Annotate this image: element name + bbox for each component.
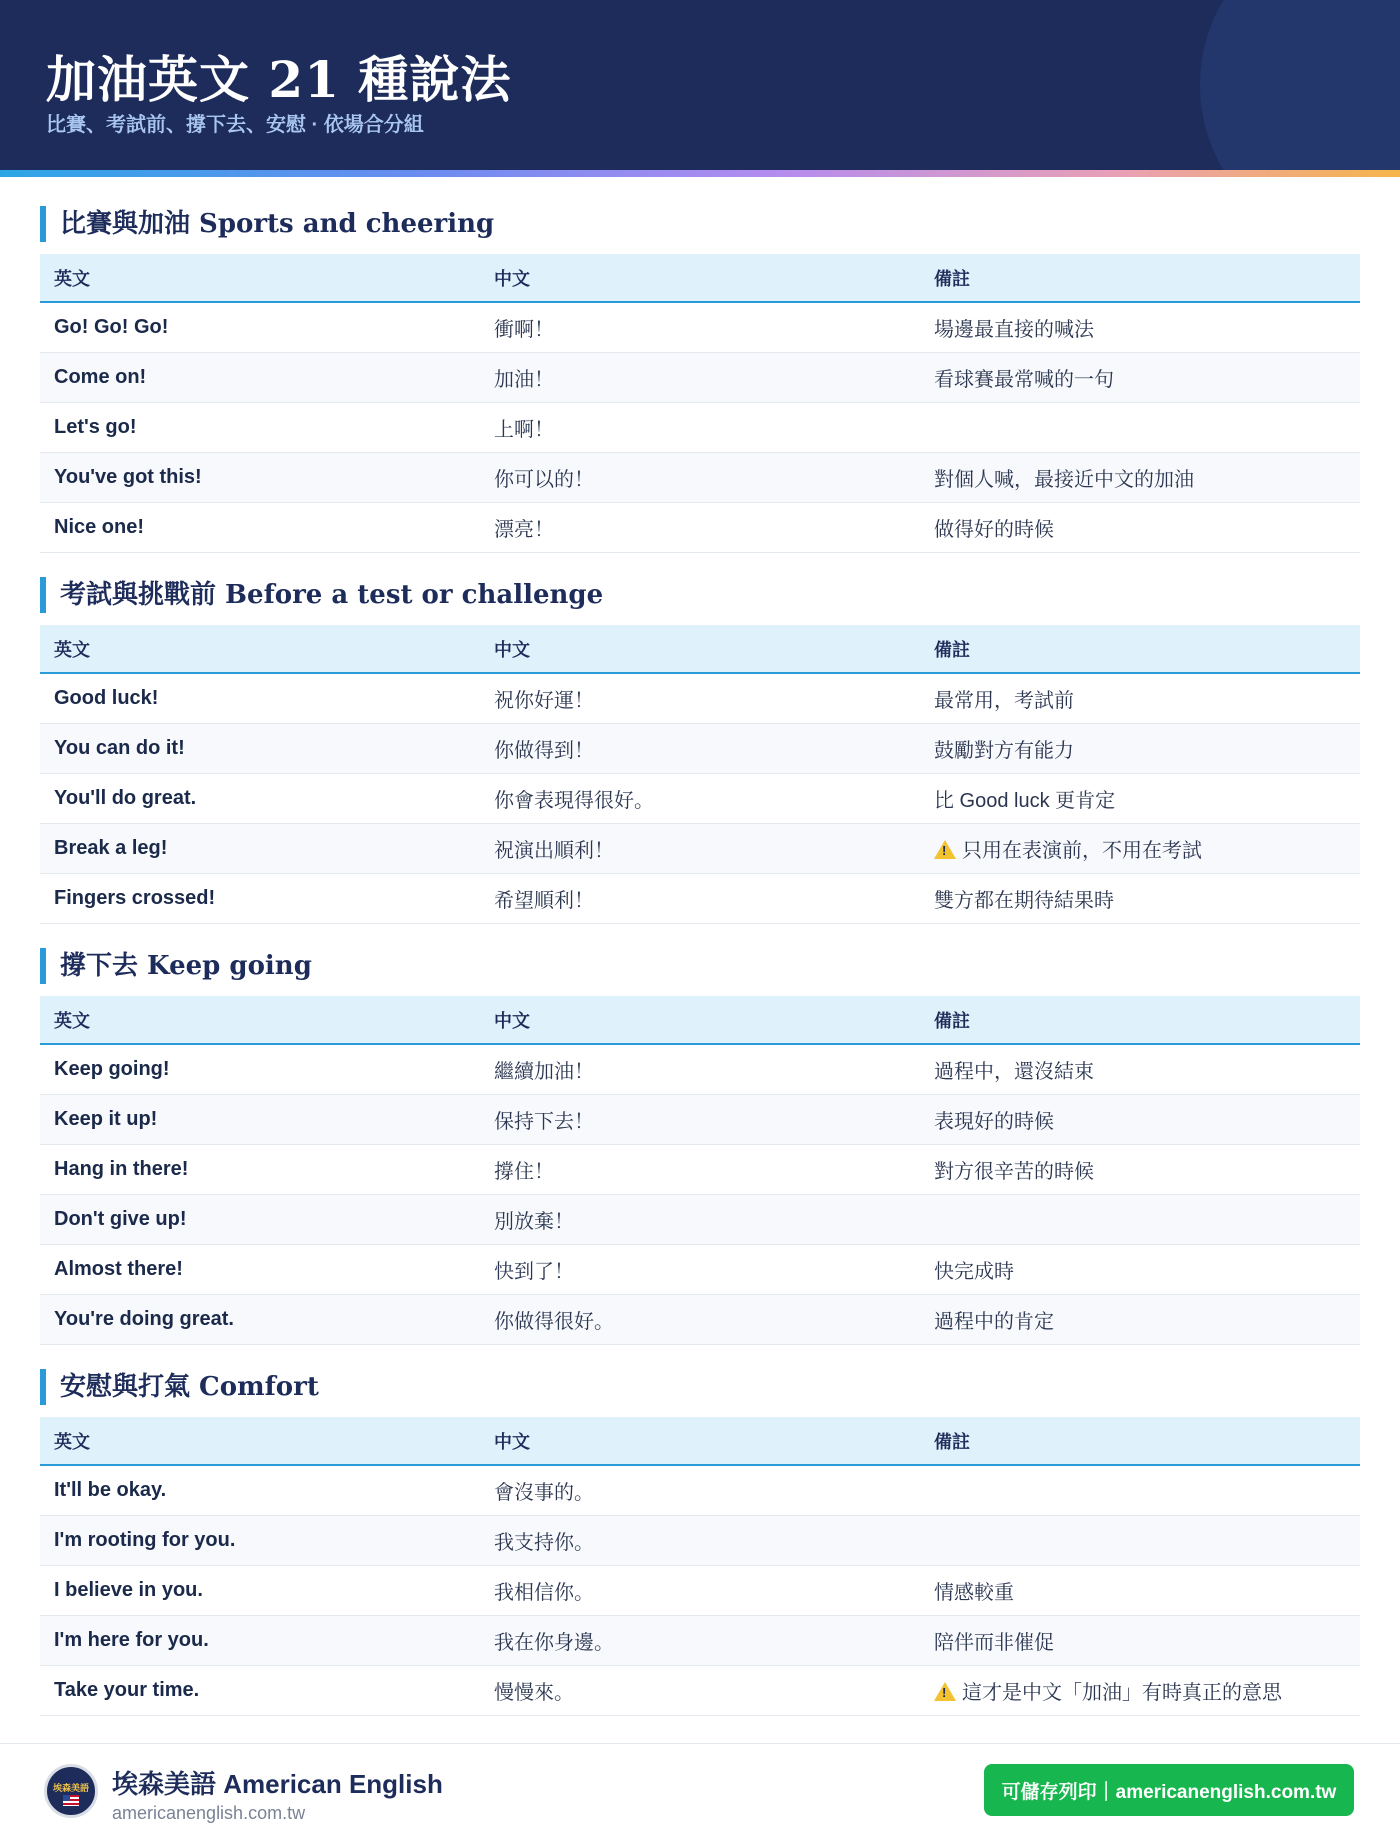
column-header-note: 備註 <box>920 996 1360 1044</box>
chinese-cell: 衝啊！ <box>480 302 920 352</box>
english-cell: Let's go! <box>40 402 480 452</box>
english-cell: Take your time. <box>40 1665 480 1715</box>
column-header-note: 備註 <box>920 625 1360 673</box>
table-row <box>40 1094 1360 1144</box>
table-row <box>40 1465 1360 1515</box>
page-subtitle: 比賽、考試前、撐下去、安慰 · 依場合分組 <box>46 114 424 136</box>
chinese-cell: 快到了！ <box>480 1244 920 1294</box>
save-print-button[interactable]: 可儲存列印｜americanenglish.com.tw <box>984 1764 1354 1816</box>
chinese-cell: 你做得到！ <box>480 723 920 773</box>
section-comfort <box>40 1369 1360 1716</box>
table-row <box>40 1515 1360 1565</box>
column-header-chinese: 中文 <box>480 996 920 1044</box>
chinese-cell: 慢慢來。 <box>480 1665 920 1715</box>
note-cell: 做得好的時候 <box>920 502 1360 552</box>
page-title: 加油英文 21 種說法 <box>46 50 512 109</box>
chinese-cell: 別放棄！ <box>480 1194 920 1244</box>
table-row <box>40 673 1360 723</box>
table-row <box>40 1244 1360 1294</box>
column-header-english: 英文 <box>40 625 480 673</box>
table-row <box>40 352 1360 402</box>
table-row <box>40 873 1360 923</box>
brand-logo <box>44 1764 98 1818</box>
note-cell <box>920 1665 1360 1715</box>
note-cell: 對方很辛苦的時候 <box>920 1144 1360 1194</box>
note-cell <box>920 1515 1360 1565</box>
chinese-cell: 我支持你。 <box>480 1515 920 1565</box>
column-header-note: 備註 <box>920 1417 1360 1465</box>
table-row <box>40 823 1360 873</box>
table-header-row <box>40 1417 1360 1465</box>
warning-icon <box>934 1682 956 1701</box>
table-row <box>40 302 1360 352</box>
logo-text: 埃森美語 <box>52 1783 89 1793</box>
section-title: 比賽與加油 Sports and cheering <box>40 206 1360 242</box>
table-row <box>40 1194 1360 1244</box>
table-row <box>40 1144 1360 1194</box>
column-header-english: 英文 <box>40 996 480 1044</box>
table-row <box>40 773 1360 823</box>
english-cell: You've got this! <box>40 452 480 502</box>
note-cell: 最常用，考試前 <box>920 673 1360 723</box>
section-title: 考試與挑戰前 Before a test or challenge <box>40 577 1360 613</box>
column-header-chinese: 中文 <box>480 254 920 302</box>
column-header-english: 英文 <box>40 1417 480 1465</box>
note-cell: 情感較重 <box>920 1565 1360 1615</box>
note-cell <box>920 1194 1360 1244</box>
note-cell: 雙方都在期待結果時 <box>920 873 1360 923</box>
table-row <box>40 723 1360 773</box>
note-cell: 過程中的肯定 <box>920 1294 1360 1344</box>
chinese-cell: 我在你身邊。 <box>480 1615 920 1665</box>
table-row <box>40 1294 1360 1344</box>
chinese-cell: 希望順利！ <box>480 873 920 923</box>
english-cell: Good luck! <box>40 673 480 723</box>
note-cell: 對個人喊，最接近中文的加油 <box>920 452 1360 502</box>
table-header-row <box>40 254 1360 302</box>
section-sports <box>40 206 1360 553</box>
english-cell: Don't give up! <box>40 1194 480 1244</box>
warning-icon <box>934 840 956 859</box>
english-cell: Break a leg! <box>40 823 480 873</box>
english-cell: I'm here for you. <box>40 1615 480 1665</box>
english-cell: You're doing great. <box>40 1294 480 1344</box>
table-header-row <box>40 996 1360 1044</box>
column-header-english: 英文 <box>40 254 480 302</box>
column-header-note: 備註 <box>920 254 1360 302</box>
note-cell: 快完成時 <box>920 1244 1360 1294</box>
phrase-table <box>40 1417 1360 1716</box>
note-cell: 比 Good luck 更肯定 <box>920 773 1360 823</box>
english-cell: Keep it up! <box>40 1094 480 1144</box>
chinese-cell: 漂亮！ <box>480 502 920 552</box>
note-cell: 過程中，還沒結束 <box>920 1044 1360 1094</box>
header-decoration-circle <box>1200 0 1400 170</box>
chinese-cell: 我相信你。 <box>480 1565 920 1615</box>
note-text: 只用在表演前，不用在考試 <box>962 839 1202 862</box>
site-url[interactable]: americanenglish.com.tw <box>112 1803 306 1823</box>
note-cell <box>920 1465 1360 1515</box>
chinese-cell: 祝演出順利！ <box>480 823 920 873</box>
english-cell: Come on! <box>40 352 480 402</box>
chinese-cell: 加油！ <box>480 352 920 402</box>
column-header-chinese: 中文 <box>480 625 920 673</box>
table-row <box>40 1565 1360 1615</box>
english-cell: I'm rooting for you. <box>40 1515 480 1565</box>
table-row <box>40 452 1360 502</box>
chinese-cell: 你可以的！ <box>480 452 920 502</box>
english-cell: Keep going! <box>40 1044 480 1094</box>
english-cell: Nice one! <box>40 502 480 552</box>
table-row <box>40 1615 1360 1665</box>
section-title: 安慰與打氣 Comfort <box>40 1369 1360 1405</box>
phrase-table <box>40 625 1360 924</box>
note-cell: 陪伴而非催促 <box>920 1615 1360 1665</box>
note-text: 這才是中文「加油」有時真正的意思 <box>962 1681 1282 1704</box>
english-cell: You'll do great. <box>40 773 480 823</box>
chinese-cell: 祝你好運！ <box>480 673 920 723</box>
section-title: 撐下去 Keep going <box>40 948 1360 984</box>
note-cell: 鼓勵對方有能力 <box>920 723 1360 773</box>
phrase-table <box>40 254 1360 553</box>
chinese-cell: 你會表現得很好。 <box>480 773 920 823</box>
page-footer <box>0 1743 1400 1841</box>
brand-name: 埃森美語 American English <box>112 1769 443 1799</box>
section-keep-going <box>40 948 1360 1345</box>
chinese-cell: 你做得很好。 <box>480 1294 920 1344</box>
note-cell <box>920 823 1360 873</box>
english-cell: Almost there! <box>40 1244 480 1294</box>
page-header <box>0 0 1400 170</box>
english-cell: Fingers crossed! <box>40 873 480 923</box>
header-gradient-bar <box>0 170 1400 177</box>
phrase-table <box>40 996 1360 1345</box>
note-cell: 看球賽最常喊的一句 <box>920 352 1360 402</box>
table-row <box>40 402 1360 452</box>
chinese-cell: 上啊！ <box>480 402 920 452</box>
us-flag-icon <box>63 1795 79 1806</box>
table-row <box>40 1665 1360 1715</box>
english-cell: You can do it! <box>40 723 480 773</box>
english-cell: It'll be okay. <box>40 1465 480 1515</box>
chinese-cell: 保持下去！ <box>480 1094 920 1144</box>
table-row <box>40 502 1360 552</box>
english-cell: Hang in there! <box>40 1144 480 1194</box>
note-cell: 場邊最直接的喊法 <box>920 302 1360 352</box>
chinese-cell: 繼續加油！ <box>480 1044 920 1094</box>
chinese-cell: 會沒事的。 <box>480 1465 920 1515</box>
english-cell: Go! Go! Go! <box>40 302 480 352</box>
english-cell: I believe in you. <box>40 1565 480 1615</box>
section-before-test <box>40 577 1360 924</box>
column-header-chinese: 中文 <box>480 1417 920 1465</box>
note-cell: 表現好的時候 <box>920 1094 1360 1144</box>
note-cell <box>920 402 1360 452</box>
chinese-cell: 撐住！ <box>480 1144 920 1194</box>
table-header-row <box>40 625 1360 673</box>
table-row <box>40 1044 1360 1094</box>
